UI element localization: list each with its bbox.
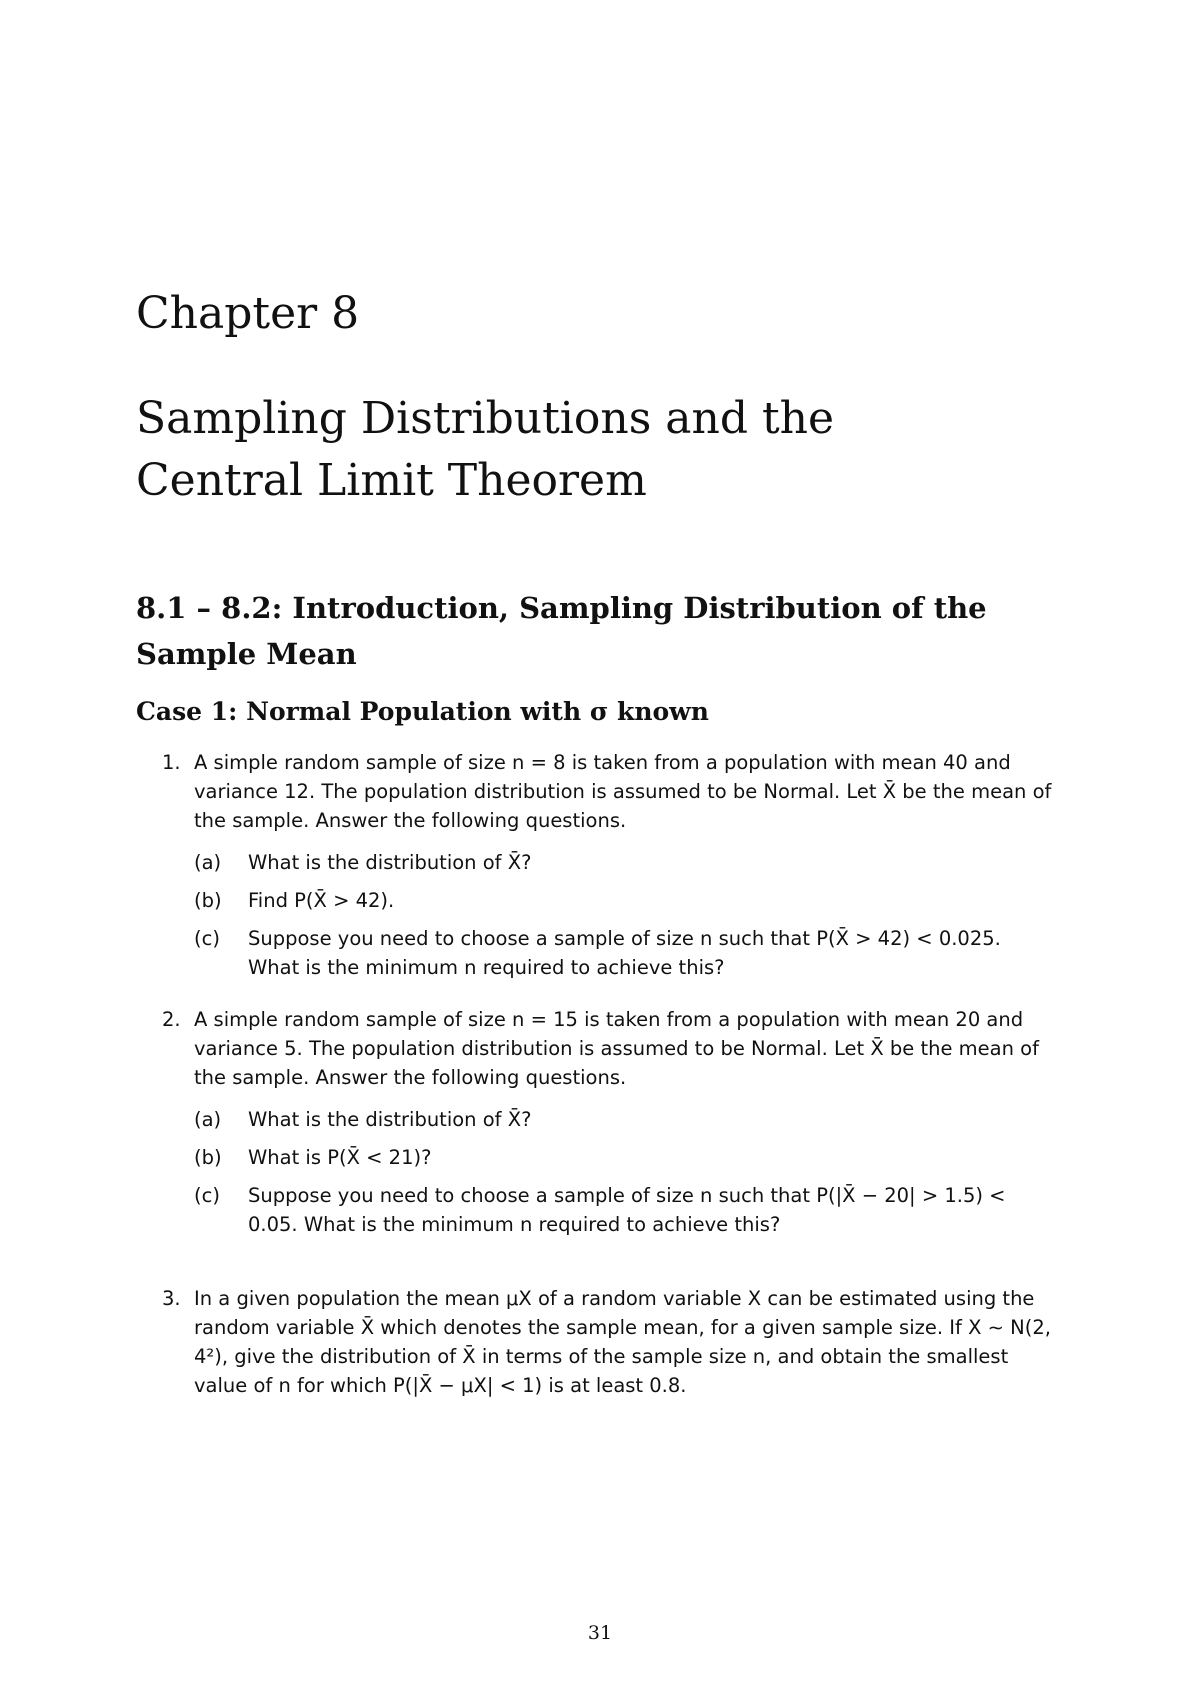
part-text: Suppose you need to choose a sample of size n such that P(|X̄ − 20| > 1.5) < 0.05. What is the minimum n required to achieve this? (248, 1184, 1006, 1236)
problem-number: 2. (162, 1008, 181, 1031)
problem-part (194, 924, 1056, 982)
problem-3 (136, 1284, 1056, 1400)
section-title: 8.1 – 8.2: Introduction, Sampling Distribution of the Sample Mean (136, 591, 987, 671)
chapter-title-line-1: Sampling Distributions and the (136, 393, 835, 444)
part-text: Find P(X̄ > 42). (248, 889, 395, 912)
problem-1 (136, 748, 1056, 982)
part-label: (b) (194, 889, 222, 912)
chapter-title-line-2: Central Limit Theorem (136, 455, 647, 506)
part-label: (b) (194, 1146, 222, 1169)
subsection-title: Case 1: Normal Population with σ known (136, 697, 709, 726)
problem-number: 1. (162, 751, 181, 774)
problem-text: In a given population the mean μX of a random variable X can be estimated using the random variable X̄ which denotes the sample mean, for a given sample size. If X ∼ N(2, 4²), give the distribution of X̄ in terms of the sample size n, and obtain the smallest value of n for which P(|X̄ − μX| < 1) is at least 0.8. (194, 1287, 1051, 1397)
problem-part (194, 848, 1056, 877)
part-label: (a) (194, 1108, 222, 1131)
problem-text: A simple random sample of size n = 8 is taken from a population with mean 40 and variance 12. The population distribution is assumed to be Normal. Let X̄ be the mean of the sample. Answer the following questions. (194, 751, 1052, 832)
part-label: (a) (194, 851, 222, 874)
part-label: (c) (194, 927, 220, 950)
part-text: What is the distribution of X̄? (248, 851, 532, 874)
problem-part (194, 1181, 1056, 1239)
part-label: (c) (194, 1184, 220, 1207)
chapter-title (136, 388, 834, 512)
problem-list (136, 748, 1056, 1400)
problem-part (194, 1143, 1056, 1172)
page-number: 31 (587, 1622, 613, 1644)
part-text: Suppose you need to choose a sample of size n such that P(X̄ > 42) < 0.025. What is the minimum n required to achieve this? (248, 927, 1001, 979)
chapter-label: Chapter 8 (136, 288, 360, 339)
problem-text: A simple random sample of size n = 15 is taken from a population with mean 20 and variance 5. The population distribution is assumed to be Normal. Let X̄ be the mean of the sample. Answer the following questions. (194, 1008, 1039, 1089)
problem-part (194, 1105, 1056, 1134)
problem-parts (194, 1105, 1056, 1239)
problem-parts (194, 848, 1056, 982)
part-text: What is the distribution of X̄? (248, 1108, 532, 1131)
problem-part (194, 886, 1056, 915)
part-text: What is P(X̄ < 21)? (248, 1146, 432, 1169)
problem-2 (136, 1005, 1056, 1239)
problem-number: 3. (162, 1287, 181, 1310)
